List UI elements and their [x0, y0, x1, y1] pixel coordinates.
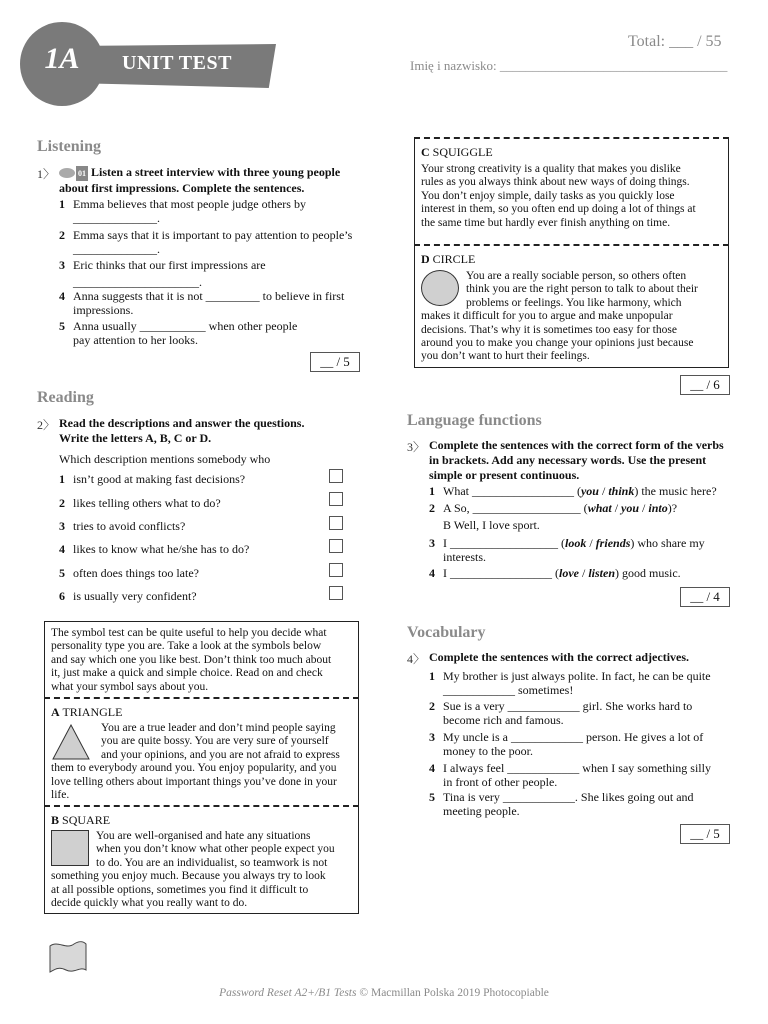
language-item: 1 What _________________ (you / think) the music here?: [429, 484, 717, 498]
listening-item: 3 Eric thinks that our first impressions are _____________________.: [59, 258, 364, 289]
listening-item: 2 Emma says that it is important to pay attention to people’s ______________.: [59, 228, 364, 256]
vocabulary-heading: Vocabulary: [407, 624, 486, 641]
section-a-text: You are a true leader and don’t mind people saying you are quite bossy. You are very sure of yourself and your opinions, and you are not afraid to express them to everybody around you. You enjoy popularity, and you love telling others about important things you’ve done in your life.: [51, 722, 340, 802]
section-b-title: B SQUARE: [51, 813, 111, 827]
reading-instruction: Read the descriptions and answer the questions. Write the letters A, B, C or D.: [59, 416, 305, 445]
reading-item: 2 likes telling others what to do?: [59, 496, 221, 510]
reading-item: 5 often does things too late?: [59, 566, 199, 580]
unit-title: UNIT TEST: [122, 52, 232, 74]
vocabulary-item: 4 I always feel ____________ when I say something silly in front of other people.: [429, 761, 711, 789]
reading-item: 1 isn’t good at making fast decisions?: [59, 472, 246, 486]
language-item: B Well, I love sport.: [443, 518, 540, 532]
vocabulary-score-box[interactable]: __ / 5: [680, 824, 730, 844]
section-c-text: Your strong creativity is a quality that makes you dislike rules as you always think about new ways of doing things. You don’t enjoy simple, daily tasks as you quickly lose interest in them, so you often end up doing a lot of things at the same time but hardly ever finish anything on time.: [421, 163, 696, 229]
listening-score-box[interactable]: __ / 5: [310, 352, 360, 372]
track-number: 01: [76, 166, 88, 181]
answer-box[interactable]: [329, 516, 343, 530]
language-functions-heading: Language functions: [407, 412, 542, 429]
section-d-text: You are a really sociable person, so others often think you are the right person to talk to about their problems or feelings. You like harmony, which makes it difficult for you to argue and make unpopular decisions. That’s why it is sometimes too easy for those around you to make you change your opinions just because you don’t want to hurt their feelings.: [421, 270, 698, 363]
question-number: 4〉: [407, 652, 426, 666]
footer: Password Reset A2+/B1 Tests © Macmillan Polska 2019 Photocopiable: [219, 987, 549, 999]
section-b-text: You are well-organised and hate any situations when you don’t know what other people expect you to do. You are an individualist, so teamwork is not something you enjoy much. Because you always try to look at all possible options, sometimes you find it difficult to decide quickly what you really want to do.: [51, 830, 335, 910]
name-field[interactable]: Imię i nazwisko: ___________________________________: [410, 58, 728, 73]
reading-item: 6 is usually very confident?: [59, 589, 197, 603]
question-number: 1〉: [37, 167, 56, 181]
section-d-title: D CIRCLE: [421, 252, 476, 266]
vocabulary-item: 2 Sue is a very ____________ girl. She works hard to become rich and famous.: [429, 699, 693, 727]
reading-item: 3 tries to avoid conflicts?: [59, 519, 186, 533]
divider: [414, 137, 729, 139]
total-score: Total: ___ / 55: [628, 33, 722, 50]
section-a-title: A TRIANGLE: [51, 705, 123, 719]
reading-item: 4 likes to know what he/she has to do?: [59, 542, 250, 556]
language-item: 2 A So, __________________ (what / you / into)?: [429, 501, 678, 515]
divider: [414, 244, 729, 246]
language-item: 4 I _________________ (love / listen) good music.: [429, 566, 681, 580]
flag-icon: [48, 940, 88, 976]
listening-heading: Listening: [37, 138, 102, 155]
reading-score-box[interactable]: __ / 6: [680, 375, 730, 395]
language-functions-instruction: Complete the sentences with the correct form of the verbs in brackets. Add any necessary words. Use the present simple or present continuous.: [429, 438, 724, 482]
question-number: 3〉: [407, 440, 426, 454]
section-c-title: C SQUIGGLE: [421, 145, 493, 159]
answer-box[interactable]: [329, 586, 343, 600]
vocabulary-item: 3 My uncle is a ____________ person. He gives a lot of money to the poor.: [429, 730, 704, 758]
divider: [44, 697, 359, 699]
vocabulary-item: 1 My brother is just always polite. In fact, he can be quite ____________ sometimes!: [429, 669, 711, 697]
reading-lead: Which description mentions somebody who: [59, 452, 271, 466]
listening-item: 1 Emma believes that most people judge others by ______________.: [59, 197, 364, 225]
unit-code: 1A: [44, 42, 80, 75]
vocabulary-instruction: Complete the sentences with the correct adjectives.: [429, 650, 690, 664]
answer-blank[interactable]: _____________________.: [73, 275, 202, 289]
reading-heading: Reading: [37, 389, 94, 406]
listening-item: 4 Anna suggests that it is not _________ to believe in first impressions.: [59, 289, 345, 317]
answer-blank[interactable]: ______________.: [73, 242, 160, 256]
answer-blank[interactable]: ______________.: [73, 211, 160, 225]
language-functions-score-box[interactable]: __ / 4: [680, 587, 730, 607]
audio-cd-icon: [59, 168, 75, 178]
language-item: 3 I __________________ (look / friends) who share my interests.: [429, 536, 705, 564]
answer-box[interactable]: [329, 492, 343, 506]
answer-box[interactable]: [329, 539, 343, 553]
listening-instruction: 01 Listen a street interview with three young people about first impressions. Complete the sentences.: [59, 165, 341, 195]
question-number: 2〉: [37, 418, 56, 432]
reading-intro: The symbol test can be quite useful to help you decide what personality type you are. Take a look at the symbols below and say which one you like best. Don’t think too much about it, just make a quick and simple choice. Read on and check what your symbol says about you.: [51, 627, 332, 693]
divider: [44, 805, 359, 807]
answer-box[interactable]: [329, 563, 343, 577]
listening-item: 5 Anna usually ___________ when other people pay attention to her looks.: [59, 319, 298, 347]
vocabulary-item: 5 Tina is very ____________. She likes going out and meeting people.: [429, 790, 694, 818]
answer-box[interactable]: [329, 469, 343, 483]
